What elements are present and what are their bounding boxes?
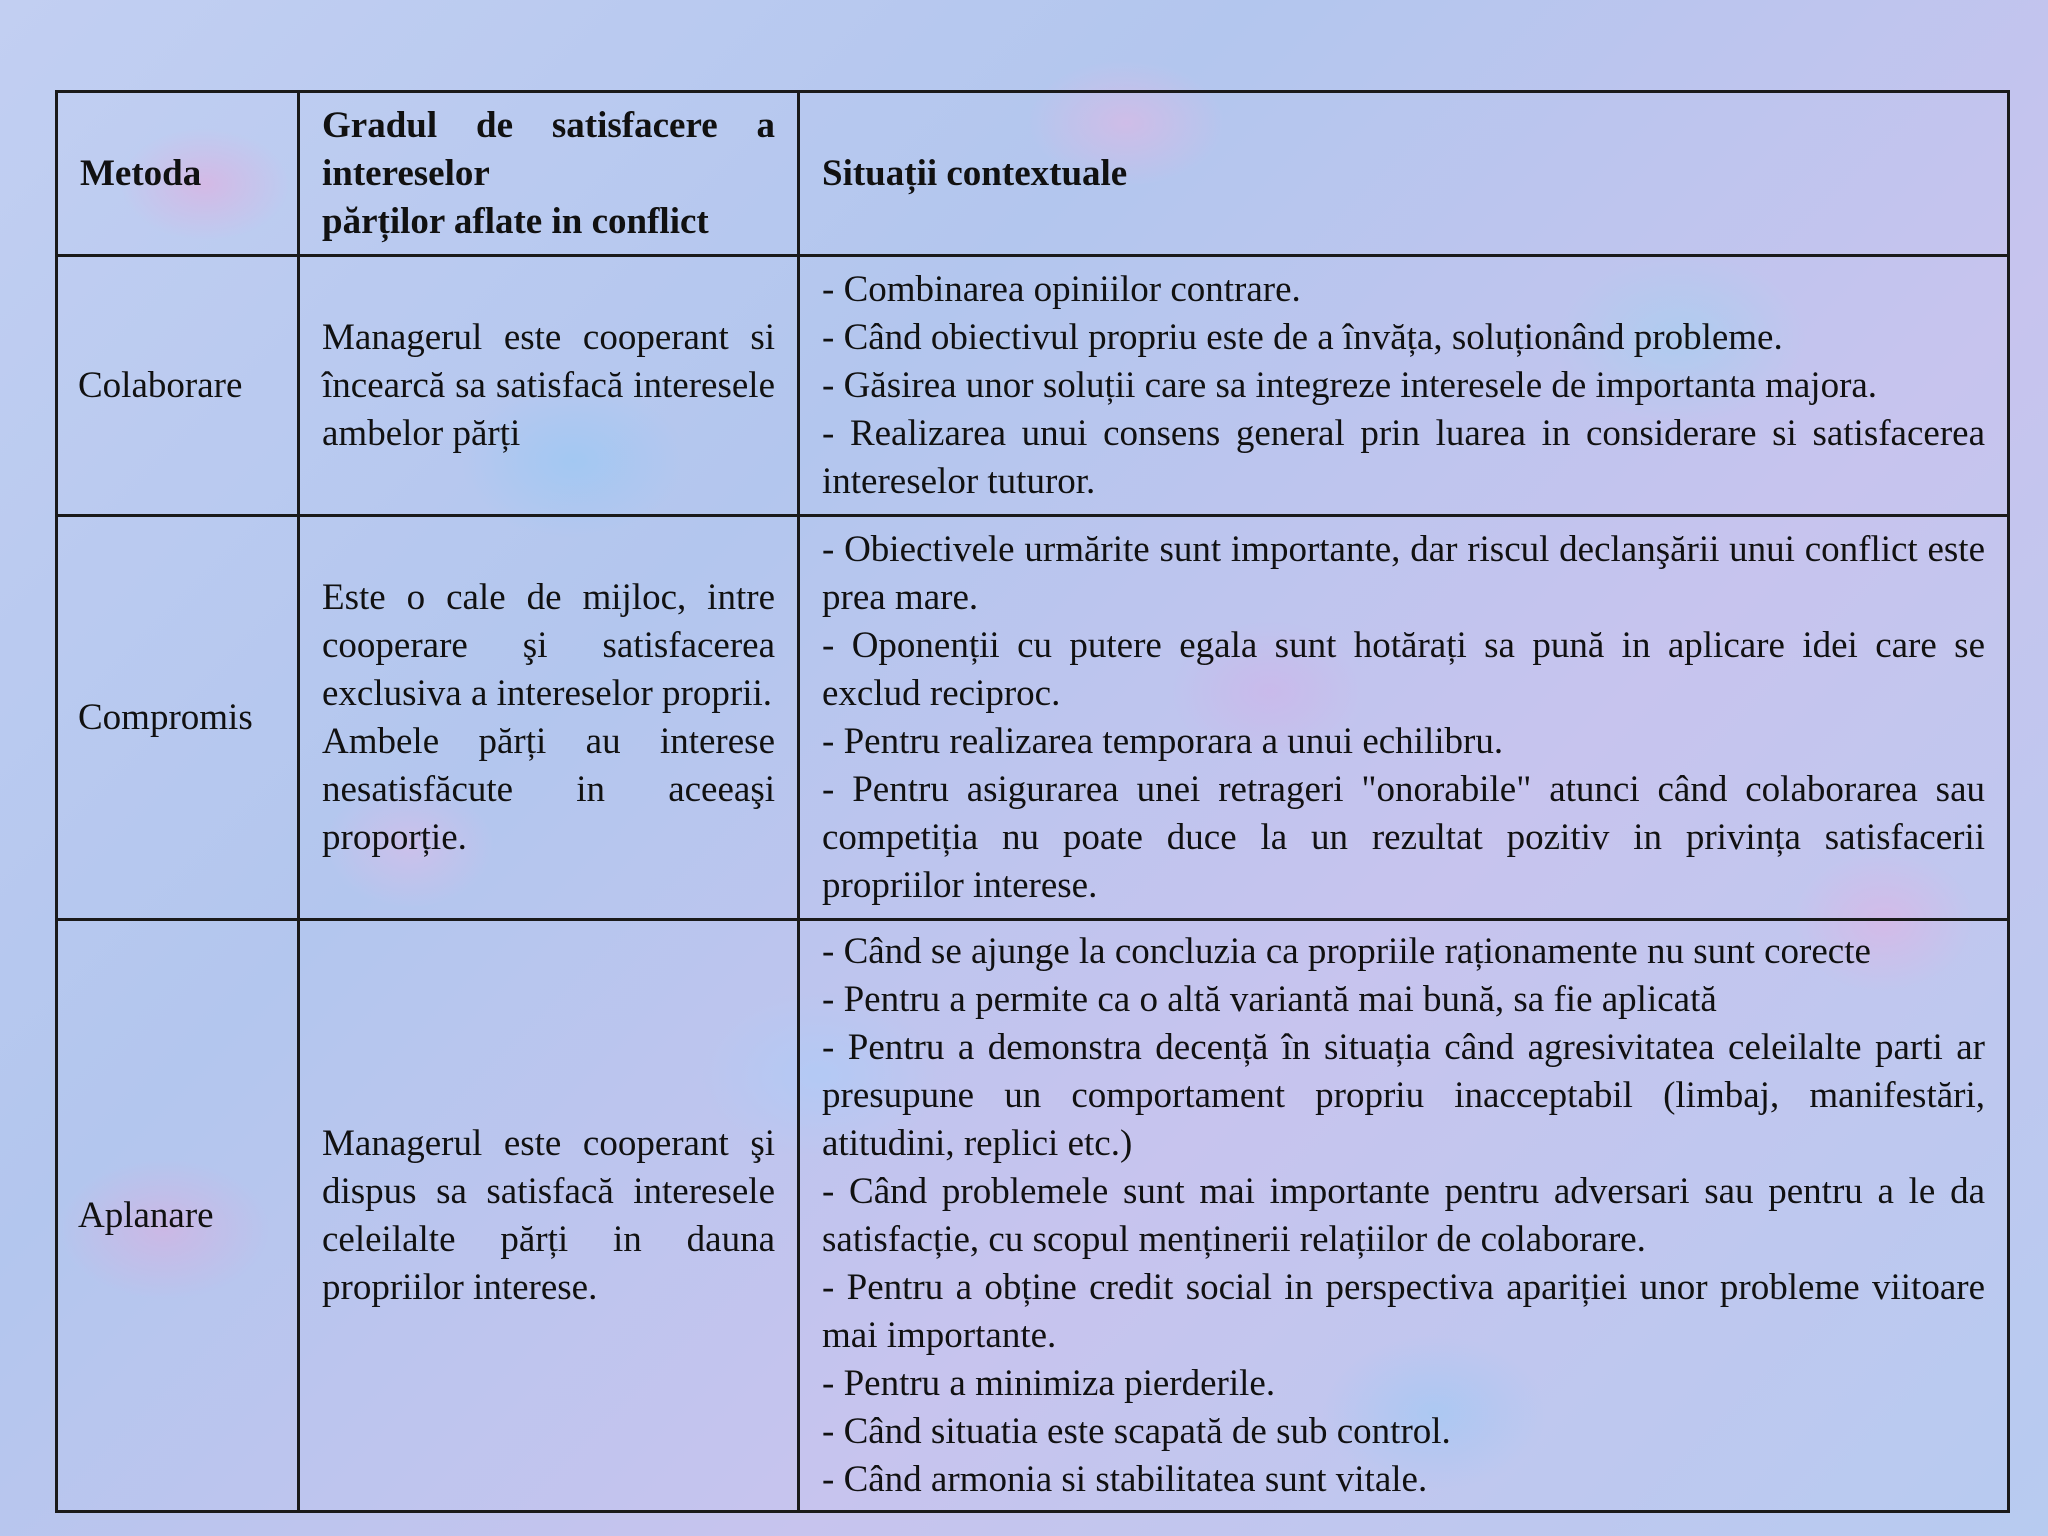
header-satisfaction-line: părților aflate in conflict [322,200,709,242]
method-cell: Colaborare [57,256,299,516]
situation-item: - Când se ajunge la concluzia ca propriile raționamente nu sunt corecte [822,930,1871,972]
situation-item: - Realizarea unui consens general prin luarea in considerare si satisfacerea intereselor tuturor. [822,412,1985,502]
header-satisfaction [299,92,799,256]
description-cell [299,516,799,920]
situation-item: - Pentru a obține credit social in perspectiva apariției unor probleme viitoare mai importante. [822,1266,1985,1356]
conflict-methods-table [55,90,2010,1513]
situation-item: - Oponenții cu putere egala sunt hotărați sa pună in aplicare idei care se exclud reciproc. [822,624,1985,714]
situation-item: - Obiectivele urmărite sunt importante, dar riscul declanşării unui conflict este prea mare. [822,528,1985,618]
situations-cell [799,516,2009,920]
situations-cell [799,256,2009,516]
situation-item: - Pentru a minimiza pierderile. [822,1362,1276,1404]
situation-item: - Când armonia si stabilitatea sunt vitale. [822,1458,1428,1500]
table-row-compromis [57,516,2009,920]
description-text: Managerul este cooperant si încearcă sa satisfacă interesele ambelor părți [322,316,775,454]
description-cell [299,256,799,516]
situation-item: - Când obiectivul propriu este de a învăța, soluționând probleme. [822,316,1783,358]
table-row-colaborare [57,256,2009,516]
situation-item: - Găsirea unor soluții care sa integreze interesele de importanta majora. [822,364,1878,406]
situation-item: - Când situatia este scapată de sub control. [822,1410,1451,1452]
description-text: Este o cale de mijloc, intre cooperare şi satisfacerea exclusiva a intereselor proprii. [322,576,775,714]
description-text: Ambele părți au interese nesatisfăcute in aceeaşi proporție. [322,720,775,858]
header-method: Metoda [57,92,299,256]
situation-item: - Pentru a permite ca o altă variantă mai bună, sa fie aplicată [822,978,1717,1020]
table-header-row [57,92,2009,256]
table-row-aplanare [57,920,2009,1512]
description-text: Managerul este cooperant şi dispus sa satisfacă interesele celeilalte părți in dauna propriilor interese. [322,1122,775,1308]
situation-item: - Când problemele sunt mai importante pentru adversari sau pentru a le da satisfacție, cu scopul menținerii relațiilor de colaborare. [822,1170,1985,1260]
situation-item: - Combinarea opiniilor contrare. [822,268,1301,310]
header-situations: Situații contextuale [799,92,2009,256]
method-cell: Compromis [57,516,299,920]
description-cell [299,920,799,1512]
header-satisfaction-line: Gradul de satisfacere a intereselor [322,104,775,194]
situations-cell [799,920,2009,1512]
situation-item: - Pentru realizarea temporara a unui echilibru. [822,720,1504,762]
method-cell: Aplanare [57,920,299,1512]
situation-item: - Pentru asigurarea unei retrageri "onorabile" atunci când colaborarea sau competiția nu poate duce la un rezultat pozitiv in privința satisfacerii propriilor interese. [822,768,1985,906]
situation-item: - Pentru a demonstra decență în situația când agresivitatea celeilalte parti ar presupune un comportament propriu inacceptabil (limbaj, manifestări, atitudini, replici etc.) [822,1026,1985,1164]
conflict-methods-table-container [55,90,2007,1510]
